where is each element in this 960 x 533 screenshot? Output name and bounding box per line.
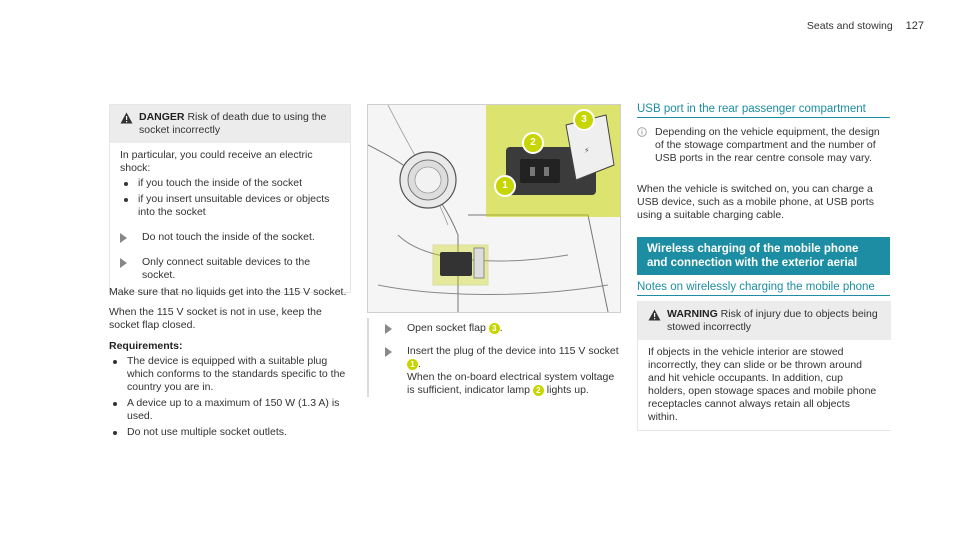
step-open-flap: Open socket flap 3 . [385, 322, 621, 335]
wireless-notes-title: Notes on wirelessly charging the mobile phone [637, 281, 890, 296]
list-item: if you insert unsuitable devices or objects into the socket [132, 193, 340, 219]
callout-3: 3 [573, 109, 595, 131]
page-header [807, 20, 924, 32]
danger-step [120, 231, 340, 244]
step-arrow-icon [385, 324, 399, 334]
danger-intro: In particular, you could receive an electric shock: [120, 149, 313, 174]
warning-title: Risk of injury due to objects being stowed incorrectly [667, 308, 878, 333]
step-text: Only connect suitable devices to the socket. [142, 256, 311, 281]
danger-header [110, 105, 350, 143]
info-icon [637, 127, 647, 137]
callout-badge: 2 [533, 385, 544, 396]
callout-1: 1 [494, 175, 516, 197]
callout-badge: 1 [407, 359, 418, 370]
step-text: When the on-board electrical system voltage is sufficient, indicator lamp [407, 371, 615, 396]
flap-note: When the 115 V socket is not in use, keep the socket flap closed. [109, 306, 322, 331]
info-text: Depending on the vehicle equipment, the design of the stowage compartment and the number of USB ports in the rear centre console may vary. [655, 126, 880, 164]
danger-bullets [120, 177, 340, 219]
svg-text:⚡: ⚡ [584, 146, 590, 155]
danger-title: Risk of death due to using the socket incorrectly [139, 111, 327, 136]
danger-label: DANGER [139, 111, 185, 123]
requirements-list [109, 355, 349, 439]
warning-label: WARNING [667, 308, 718, 320]
list-item: A device up to a maximum of 150 W (1.3 A) is used. [121, 397, 349, 423]
danger-body [110, 143, 350, 292]
wireless-section-bar: Wireless charging of the mobile phone and connection with the exterior aerial [637, 237, 890, 275]
list-item: Do not use multiple socket outlets. [121, 426, 349, 439]
socket-detail-illustration [486, 105, 620, 217]
step-arrow-icon [120, 233, 134, 243]
list-item: if you touch the inside of the socket [132, 177, 340, 190]
step-text: Do not touch the inside of the socket. [142, 231, 315, 243]
usb-section-title: USB port in the rear passenger compartment [637, 103, 890, 118]
usb-paragraph: When the vehicle is switched on, you can charge a USB device, such as a mobile phone, at USB ports using a suitable charging cable. [637, 183, 874, 221]
step-insert-plug: Insert the plug of the device into 115 V socket 1 . When the on-board electrical system voltage is sufficient, indicator lamp 2 lights up. [385, 345, 621, 397]
section-name: Seats and stowing [806, 20, 893, 32]
warning-body: If objects in the vehicle interior are stowed incorrectly, they can slide or be thrown around and hit vehicle occupants. In addition, cup holders, open stowage spaces and mobile phone receptacles cannot always retain all objects within. [648, 346, 877, 423]
socket-instructions [109, 286, 349, 442]
list-item: The device is equipped with a suitable plug which conforms to the standards specific to the country you are in. [121, 355, 349, 394]
callout-2: 2 [522, 132, 544, 154]
warning-header [638, 301, 891, 340]
socket-steps [367, 318, 621, 397]
step-arrow-icon [385, 347, 399, 357]
danger-box [109, 104, 351, 293]
step-text: lights up. [546, 384, 589, 396]
danger-step [120, 256, 340, 282]
socket-figure [367, 104, 621, 313]
usb-info-note [637, 126, 890, 165]
step-arrow-icon [120, 258, 134, 268]
liquid-note: Make sure that no liquids get into the 115 V socket. [109, 286, 347, 298]
warning-box [637, 301, 891, 431]
warning-triangle-icon [648, 309, 661, 321]
step-text: Insert the plug of the device into 115 V socket [407, 345, 619, 357]
warning-triangle-icon [120, 112, 133, 124]
callout-badge: 3 [489, 323, 500, 334]
page-number: 127 [905, 20, 924, 32]
requirements-label: Requirements: [109, 340, 183, 352]
step-text: Open socket flap [407, 322, 486, 334]
